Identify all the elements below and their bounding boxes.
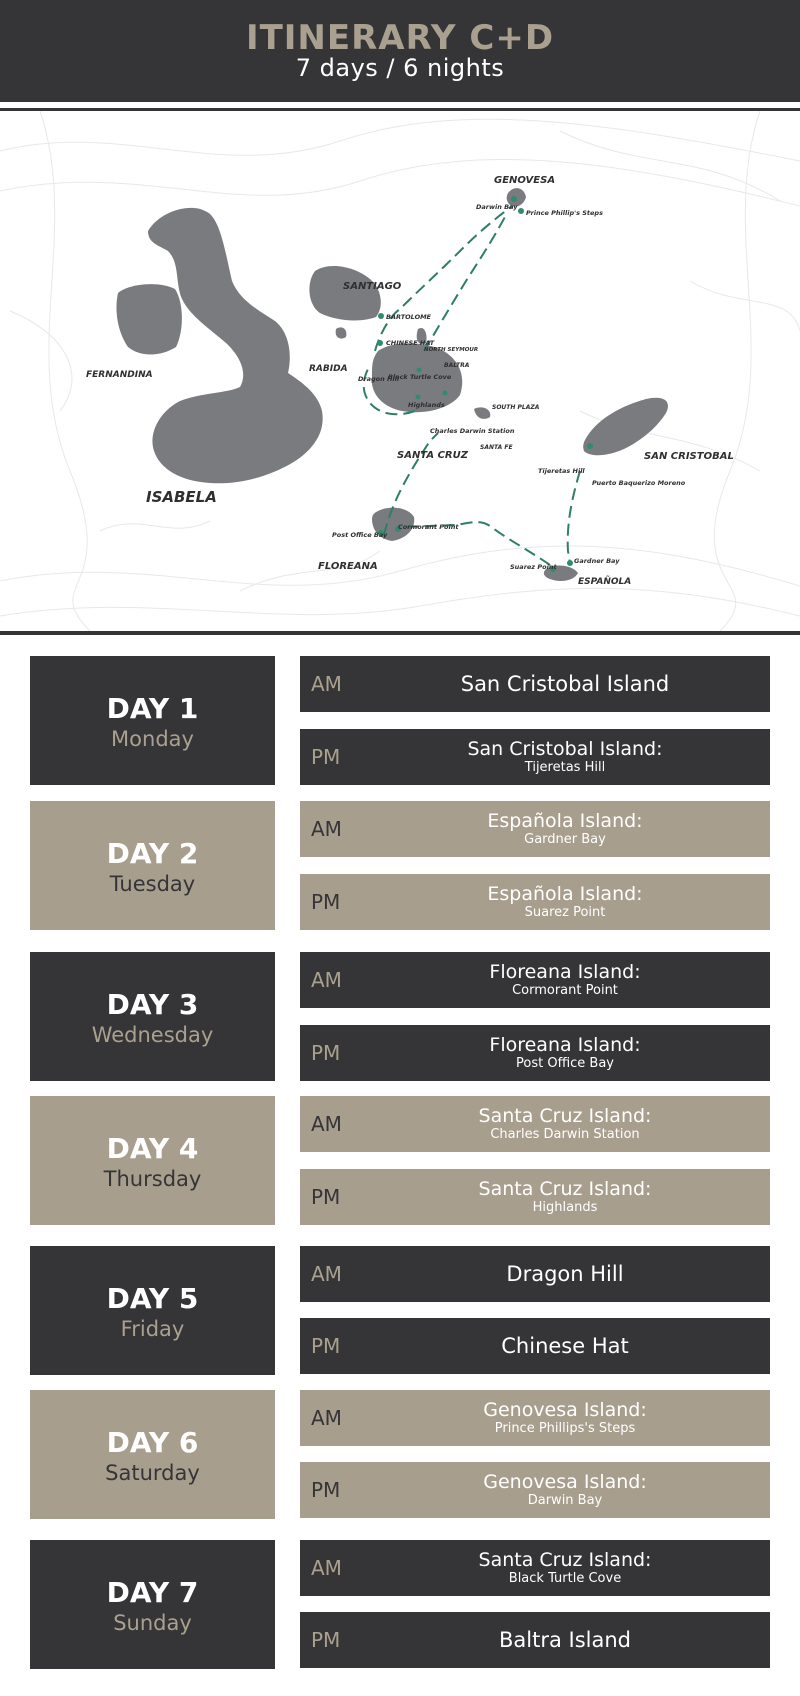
label-san-cristobal: SAN CRISTOBAL xyxy=(644,451,734,462)
am-label: AM xyxy=(311,1406,342,1430)
label-south-plaza: SOUTH PLAZA xyxy=(492,404,540,411)
day-card xyxy=(30,656,275,785)
slot-place: Santa Cruz Island: xyxy=(478,1549,652,1571)
slot-place: Chinese Hat xyxy=(501,1334,629,1358)
site-puerto-baquerizo-moreno: Puerto Baquerizo Moreno xyxy=(592,479,686,487)
pm-label: PM xyxy=(311,1628,341,1652)
pm-slot xyxy=(300,1612,770,1668)
bottom-divider xyxy=(0,631,800,635)
am-slot xyxy=(300,952,770,1008)
am-label: AM xyxy=(311,1262,342,1286)
label-north-seymour: NORTH SEYMOUR xyxy=(424,347,479,353)
slot-place: Dragon Hill xyxy=(506,1262,624,1286)
pm-label: PM xyxy=(311,890,341,914)
label-santiago: SANTIAGO xyxy=(343,281,402,292)
site-dragon-hill: Dragon Hill xyxy=(358,375,400,383)
label-fernandina: FERNANDINA xyxy=(86,370,153,380)
pm-slot xyxy=(300,874,770,930)
site-highlands: Highlands xyxy=(408,401,445,409)
slot-place: Genovesa Island: xyxy=(483,1399,647,1421)
am-slot xyxy=(300,801,770,857)
day-weekday: Monday xyxy=(111,727,194,751)
pm-label: PM xyxy=(311,1478,341,1502)
day-number: DAY 6 xyxy=(106,1426,199,1459)
site-prince-philips-steps: Prince Phillip's Steps xyxy=(526,209,603,217)
site-charles-darwin-station: Charles Darwin Station xyxy=(430,427,515,435)
pm-slot xyxy=(300,1025,770,1081)
route-map xyxy=(0,111,800,631)
san-cristobal-island xyxy=(583,398,668,456)
slot-site: Tijeretas Hill xyxy=(524,760,606,775)
day-card xyxy=(30,801,275,930)
pm-label: PM xyxy=(311,1185,341,1209)
am-slot xyxy=(300,1246,770,1302)
slot-place: Santa Cruz Island: xyxy=(478,1105,652,1127)
am-label: AM xyxy=(311,968,342,992)
slot-place: Española Island: xyxy=(487,810,643,832)
pm-slot xyxy=(300,1169,770,1225)
day-number: DAY 4 xyxy=(106,1132,199,1165)
slot-place: Santa Cruz Island: xyxy=(478,1178,652,1200)
slot-site: Gardner Bay xyxy=(524,832,606,847)
day-number: DAY 7 xyxy=(106,1576,199,1609)
label-isabela: ISABELA xyxy=(146,488,217,506)
slot-place: Genovesa Island: xyxy=(483,1471,647,1493)
pm-slot xyxy=(300,1462,770,1518)
day-number: DAY 1 xyxy=(106,692,199,725)
slot-site: Darwin Bay xyxy=(527,1493,603,1508)
site-tijeretas-hill: Tijeretas Hill xyxy=(538,467,585,475)
slot-place: Baltra Island xyxy=(499,1628,631,1652)
slot-site: Charles Darwin Station xyxy=(490,1127,640,1142)
pm-label: PM xyxy=(311,1041,341,1065)
pm-slot xyxy=(300,729,770,785)
label-genovesa: GENOVESA xyxy=(494,175,556,186)
am-label: AM xyxy=(311,817,342,841)
am-label: AM xyxy=(311,1112,342,1136)
site-gardner-bay: Gardner Bay xyxy=(574,557,620,565)
site-bartolome: BARTOLOME xyxy=(386,313,432,321)
day-weekday: Thursday xyxy=(103,1167,202,1191)
day-weekday: Friday xyxy=(120,1317,185,1341)
slot-place: Española Island: xyxy=(487,883,643,905)
slot-place: Floreana Island: xyxy=(489,1034,641,1056)
pm-slot xyxy=(300,1318,770,1374)
day-number: DAY 5 xyxy=(106,1282,199,1315)
site-black-turtle-cove: Black Turtle Cove xyxy=(388,373,452,381)
day-number: DAY 3 xyxy=(106,988,199,1021)
day-card xyxy=(30,1540,275,1669)
label-floreana: FLOREANA xyxy=(318,561,378,572)
page-header xyxy=(0,0,800,102)
slot-site: Highlands xyxy=(532,1200,598,1215)
islands xyxy=(116,188,668,581)
site-chinese-hat: CHINESE HAT xyxy=(386,339,435,347)
pm-label: PM xyxy=(311,745,341,769)
am-label: AM xyxy=(311,672,342,696)
day-weekday: Sunday xyxy=(113,1611,192,1635)
am-slot xyxy=(300,1390,770,1446)
label-espanola: ESPAÑOLA xyxy=(578,577,632,587)
am-label: AM xyxy=(311,1556,342,1580)
day-card xyxy=(30,1096,275,1225)
day-card xyxy=(30,1390,275,1519)
slot-place: San Cristobal Island: xyxy=(467,738,663,760)
label-baltra: BALTRA xyxy=(444,362,470,369)
am-slot xyxy=(300,1540,770,1596)
pm-label: PM xyxy=(311,1334,341,1358)
am-slot xyxy=(300,656,770,712)
site-cormorant-point: Cormorant Point xyxy=(398,523,459,531)
rabida-island xyxy=(336,327,347,338)
santiago-island xyxy=(309,266,380,321)
day-weekday: Wednesday xyxy=(91,1023,214,1047)
slot-site: Prince Phillips's Steps xyxy=(494,1421,636,1436)
site-darwin-bay: Darwin Bay xyxy=(476,203,518,211)
label-rabida: RABIDA xyxy=(309,364,348,374)
fernandina-island xyxy=(116,284,181,354)
page-title: ITINERARY C+D xyxy=(245,18,555,58)
day-card xyxy=(30,1246,275,1375)
slot-site: Black Turtle Cove xyxy=(508,1571,622,1586)
site-suarez-point: Suarez Point xyxy=(510,563,557,571)
day-weekday: Tuesday xyxy=(109,872,196,896)
page-subtitle: 7 days / 6 nights xyxy=(295,54,505,82)
day-number: DAY 2 xyxy=(106,837,199,870)
route-map-svg xyxy=(0,111,800,631)
label-santa-cruz: SANTA CRUZ xyxy=(397,450,468,461)
am-slot xyxy=(300,1096,770,1152)
slot-site: Post Office Bay xyxy=(516,1056,614,1071)
day-card xyxy=(30,952,275,1081)
slot-place: Floreana Island: xyxy=(489,961,641,983)
slot-place: San Cristobal Island xyxy=(460,672,670,696)
day-weekday: Saturday xyxy=(105,1461,200,1485)
santa-fe-island xyxy=(474,407,490,419)
slot-site: Suarez Point xyxy=(524,905,606,920)
slot-site: Cormorant Point xyxy=(512,983,618,998)
site-post-office-bay: Post Office Bay xyxy=(332,531,388,539)
label-santa-fe: SANTA FE xyxy=(480,444,513,451)
